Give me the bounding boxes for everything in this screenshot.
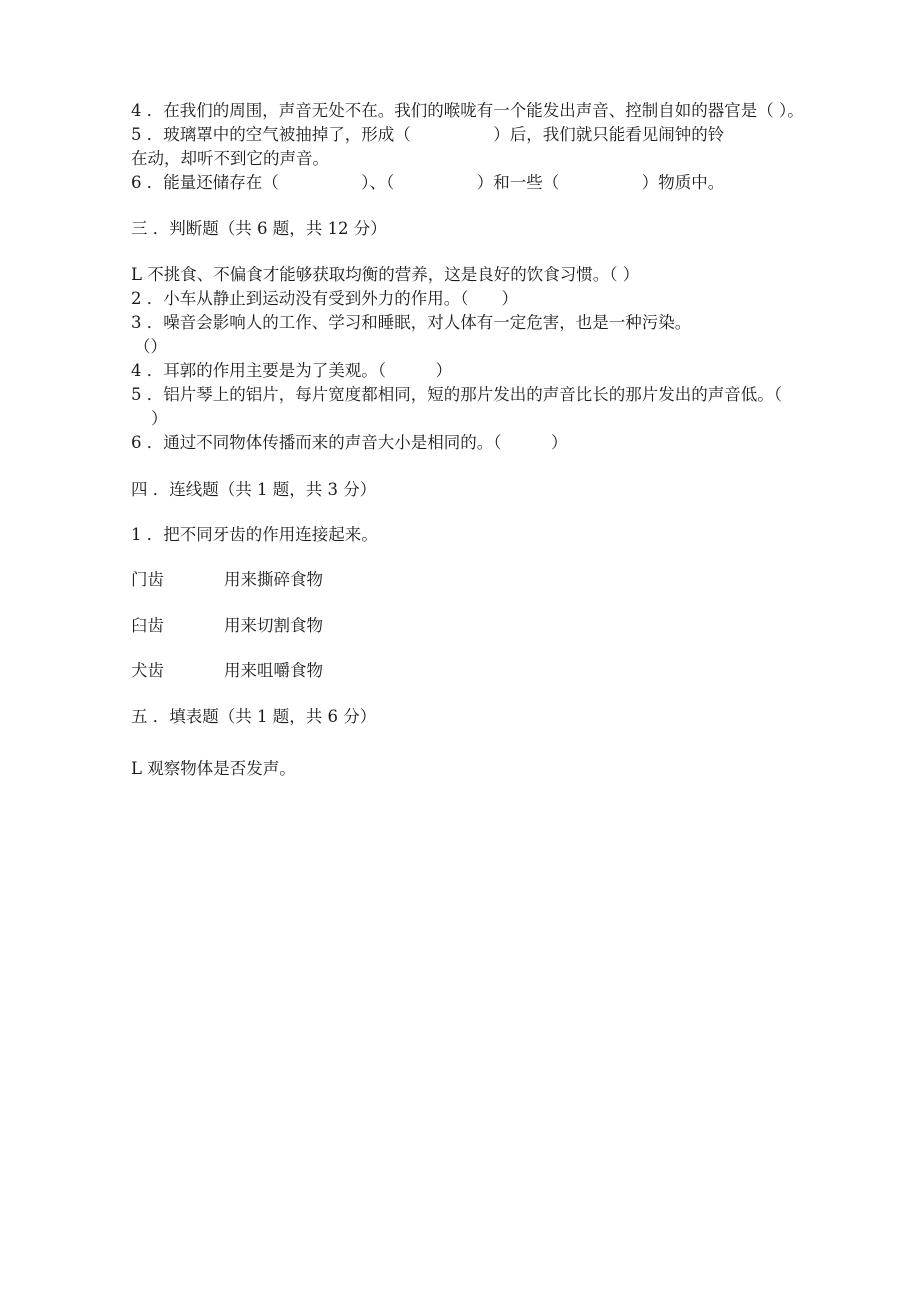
judge-question-3-line1: 3 ．噪音会影响人的工作、学习和睡眠，对人体有一定危害，也是一种污染。 [131,313,692,332]
match-question-1: 1 ．把不同牙齿的作用连接起来。 [131,525,378,544]
section-4-title: 四 ．连线题（共 1 题，共 3 分） [131,480,377,499]
match-tooth-molar: 臼齿 [131,616,164,635]
section-3-title: 三 ．判断题（共 6 题，共 12 分） [131,219,387,238]
judge-question-2: 2 ．小车从静止到运动没有受到外力的作用。（ ） [131,289,518,308]
match-use-3: 用来咀嚼食物 [224,661,323,680]
judge-question-6: 6 ．通过不同物体传播而来的声音大小是相同的。（ ） [131,433,568,452]
match-tooth-incisor: 门齿 [131,570,164,589]
judge-question-3-line2: （） [134,337,167,356]
match-use-2: 用来切割食物 [224,616,323,635]
judge-question-1: L 不挑食、不偏食才能够获取均衡的营养，这是良好的饮食习惯。（ ） [131,265,640,284]
match-use-1: 用来撕碎食物 [224,570,323,589]
fill-question-4: 4 ．在我们的周围，声音无处不在。我们的喉咙有一个能发出声音、控制自如的器官是（ ）。 [131,101,804,120]
judge-question-5-line1: 5 ．铝片琴上的铝片，每片宽度都相同，短的那片发出的声音比长的那片发出的声音低。（ [131,385,782,404]
judge-question-5-line2: ） [151,409,168,428]
fill-question-5-line1: 5 ．玻璃罩中的空气被抽掉了，形成（ ）后，我们就只能看见闹钟的铃 [131,125,725,144]
match-tooth-canine: 犬齿 [131,661,164,680]
table-question-1: L 观察物体是否发声。 [131,759,296,778]
fill-question-5-line2: 在动，却听不到它的声音。 [131,149,329,168]
fill-question-6: 6 ．能量还储存在（ ）、（ ）和一些（ ）物质中。 [131,173,725,192]
section-5-title: 五 ．填表题（共 1 题，共 6 分） [131,707,377,726]
judge-question-4: 4 ．耳郭的作用主要是为了美观。（ ） [131,361,452,380]
